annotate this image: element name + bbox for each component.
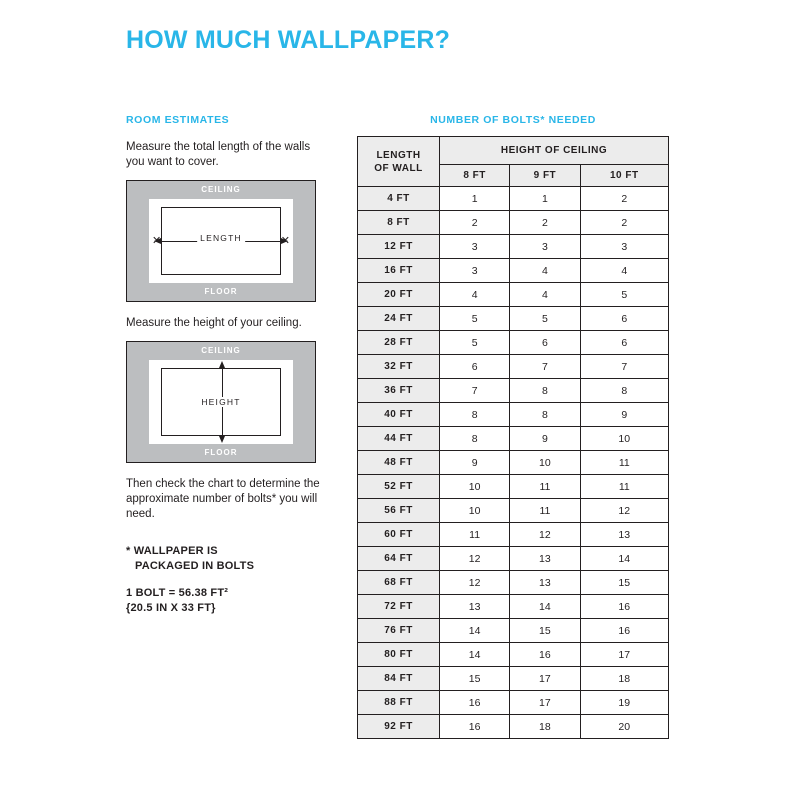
table-row [358,475,669,499]
bolt-note-line-2: PACKAGED IN BOLTS [135,560,255,572]
row-header-length: 56 FT [358,499,440,523]
bolts-cell: 2 [440,211,510,235]
table-row [358,235,669,259]
corner-header-line-2: OF WALL [374,162,423,174]
corner-mark-right-icon: ✕ [280,235,290,247]
length-measure-label: LENGTH [197,233,245,243]
column-header-8ft: 8 FT [440,165,510,187]
corner-header-line-1: LENGTH [376,149,421,161]
bolts-cell: 1 [510,187,580,211]
bolts-cell: 6 [510,331,580,355]
bolts-cell: 16 [580,619,668,643]
bolts-cell: 9 [580,403,668,427]
room-diagram-length [126,180,316,302]
instruction-measure-height: Measure the height of your ceiling. [126,317,302,329]
bolts-cell: 7 [580,355,668,379]
bolts-cell: 17 [510,691,580,715]
bolts-cell: 16 [440,715,510,739]
bolts-cell: 13 [510,571,580,595]
bolts-cell: 11 [510,499,580,523]
floor-band-label: FLOOR [127,283,315,301]
right-wall-band-2 [293,342,315,462]
table-row [358,307,669,331]
bolts-cell: 12 [510,523,580,547]
bolts-cell: 8 [510,379,580,403]
bolts-cell: 3 [580,235,668,259]
bolt-note [126,544,326,616]
bolts-cell: 19 [580,691,668,715]
row-header-length: 32 FT [358,355,440,379]
bolts-cell: 5 [440,331,510,355]
table-row [358,643,669,667]
group-header-height-of-ceiling: HEIGHT OF CEILING [440,137,669,165]
bolts-cell: 5 [510,307,580,331]
page-title: HOW MUCH WALLPAPER? [126,26,451,54]
row-header-length: 48 FT [358,451,440,475]
bolts-cell: 8 [440,403,510,427]
table-row [358,427,669,451]
table-row [358,619,669,643]
left-wall-band [127,181,149,301]
room-diagram-height [126,341,316,463]
table-row [358,523,669,547]
table-row [358,211,669,235]
ceiling-band-label: CEILING [127,181,315,199]
table-row [358,379,669,403]
bolts-cell: 10 [510,451,580,475]
bolt-note-line-1: * WALLPAPER IS [126,545,218,557]
table-row [358,283,669,307]
bolts-cell: 9 [510,427,580,451]
row-header-length: 36 FT [358,379,440,403]
floor-band-label-2: FLOOR [127,444,315,462]
row-header-length: 92 FT [358,715,440,739]
bolts-cell: 10 [580,427,668,451]
row-header-length: 80 FT [358,643,440,667]
bolts-cell: 14 [440,619,510,643]
bolts-cell: 3 [510,235,580,259]
table-row [358,715,669,739]
bolts-cell: 11 [440,523,510,547]
bolts-cell: 17 [580,643,668,667]
section-heading-room-estimates: ROOM ESTIMATES [126,114,230,126]
bolts-cell: 1 [440,187,510,211]
ceiling-band-label-2: CEILING [127,342,315,360]
bolts-cell: 3 [440,235,510,259]
bolts-cell: 3 [440,259,510,283]
row-header-length: 76 FT [358,619,440,643]
bolts-cell: 15 [580,571,668,595]
bolts-cell: 2 [580,187,668,211]
bolt-size-line-1: 1 BOLT = 56.38 FT² [126,587,229,599]
bolts-cell: 11 [580,451,668,475]
bolts-cell: 6 [440,355,510,379]
bolts-cell: 15 [440,667,510,691]
bolts-cell: 12 [580,499,668,523]
table-row [358,451,669,475]
row-header-length: 84 FT [358,667,440,691]
table-body [358,187,669,739]
row-header-length: 52 FT [358,475,440,499]
bolts-cell: 12 [440,547,510,571]
table-row [358,259,669,283]
bolts-cell: 14 [580,547,668,571]
bolts-cell: 20 [580,715,668,739]
column-header-10ft: 10 FT [580,165,668,187]
table-row [358,499,669,523]
bolts-cell: 16 [440,691,510,715]
bolts-cell: 11 [580,475,668,499]
bolts-cell: 18 [510,715,580,739]
instruction-check-chart: Then check the chart to determine the approximate number of bolts* you will need. [126,478,320,520]
bolts-cell: 7 [510,355,580,379]
row-header-length: 68 FT [358,571,440,595]
row-header-length: 20 FT [358,283,440,307]
row-header-length: 4 FT [358,187,440,211]
row-header-length: 8 FT [358,211,440,235]
right-wall-band [293,181,315,301]
bolts-cell: 8 [580,379,668,403]
bolt-note-spacer [126,574,326,586]
bolts-cell: 6 [580,331,668,355]
bolt-size-line-2: {20.5 IN X 33 FT} [126,602,216,614]
bolts-cell: 4 [510,259,580,283]
row-header-length: 88 FT [358,691,440,715]
bolts-cell: 4 [510,283,580,307]
bolts-cell: 7 [440,379,510,403]
bolts-cell: 18 [580,667,668,691]
corner-mark-left-icon: ✕ [152,235,162,247]
bolts-cell: 12 [440,571,510,595]
bolts-cell: 14 [510,595,580,619]
bolts-cell: 17 [510,667,580,691]
bolts-cell: 8 [440,427,510,451]
instruction-measure-length: Measure the total length of the walls you want to cover. [126,141,311,168]
bolts-cell: 13 [440,595,510,619]
row-header-length: 60 FT [358,523,440,547]
table-row [358,667,669,691]
height-measure-label: HEIGHT [198,397,243,407]
column-header-9ft: 9 FT [510,165,580,187]
table-row [358,691,669,715]
table-row [358,355,669,379]
bolts-cell: 14 [440,643,510,667]
bolts-cell: 4 [580,259,668,283]
table-caption: NUMBER OF BOLTS* NEEDED [430,114,596,126]
row-header-length: 28 FT [358,331,440,355]
bolts-cell: 13 [580,523,668,547]
bolts-cell: 8 [510,403,580,427]
row-header-length: 64 FT [358,547,440,571]
bolts-cell: 11 [510,475,580,499]
bolts-cell: 6 [580,307,668,331]
table-row [358,331,669,355]
table-row [358,595,669,619]
bolts-cell: 4 [440,283,510,307]
table-row [358,403,669,427]
room-estimates-column [126,114,326,616]
table-row [358,547,669,571]
bolts-cell: 13 [510,547,580,571]
table-head-row-group [358,137,669,165]
row-header-length: 44 FT [358,427,440,451]
row-header-length: 16 FT [358,259,440,283]
bolts-cell: 9 [440,451,510,475]
corner-header-length-of-wall [358,137,440,187]
bolts-cell: 15 [510,619,580,643]
table-row [358,187,669,211]
bolts-cell: 2 [510,211,580,235]
row-header-length: 40 FT [358,403,440,427]
bolts-cell: 10 [440,475,510,499]
bolts-cell: 5 [440,307,510,331]
bolts-cell: 5 [580,283,668,307]
bolts-cell: 10 [440,499,510,523]
bolts-cell: 16 [580,595,668,619]
bolts-cell: 2 [580,211,668,235]
table-row [358,571,669,595]
row-header-length: 24 FT [358,307,440,331]
row-header-length: 12 FT [358,235,440,259]
row-header-length: 72 FT [358,595,440,619]
left-wall-band-2 [127,342,149,462]
table-head [358,137,669,187]
bolts-cell: 16 [510,643,580,667]
bolts-needed-table [357,136,669,739]
